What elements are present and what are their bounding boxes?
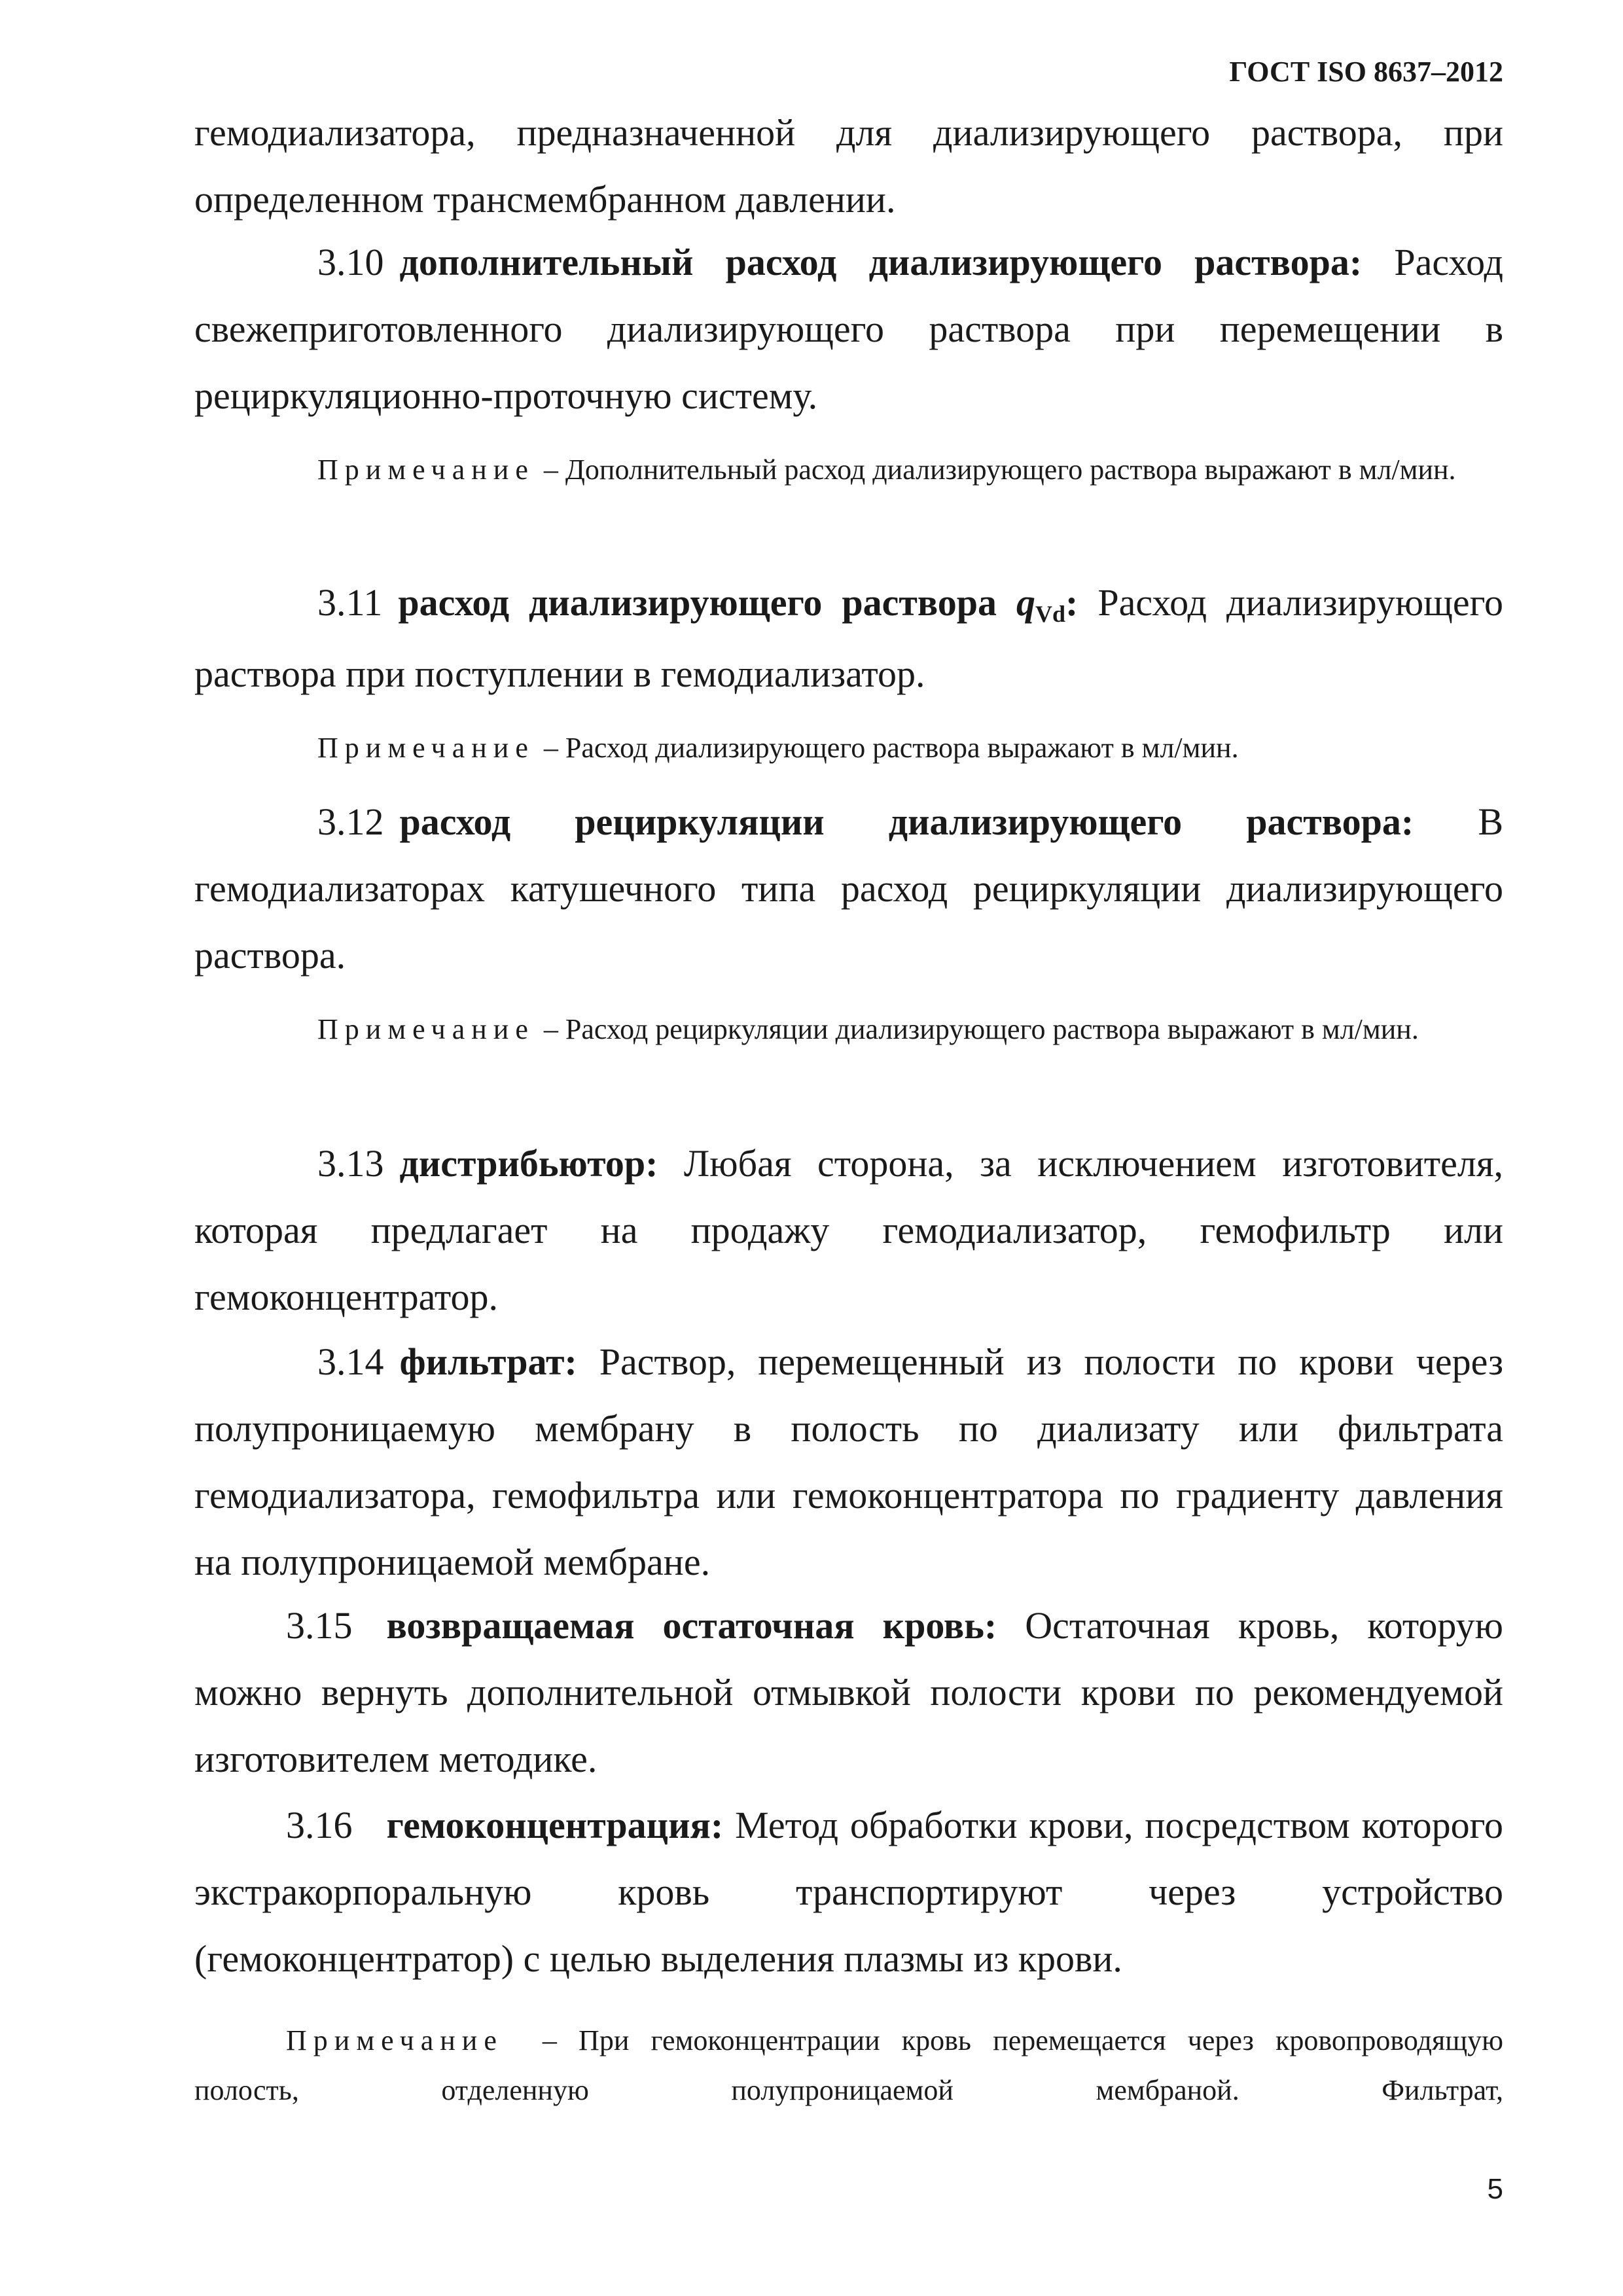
note-3-16 [194, 2016, 1503, 2115]
term-definition: Расход свежеприготовленного диализирующего раствора при перемещении в рециркуляционно-проточную систему. [194, 241, 1504, 417]
page-number: 5 [1487, 2173, 1503, 2205]
continuation-line-1: гемодиализатора, предназначенной для диализирующего раствора, при [194, 111, 1503, 154]
continuation-line-2: определенном трансмембранном давлении. [194, 178, 896, 221]
note-text: – Дополнительный расход диализирующего раствора выражают в мл/мин. [543, 454, 1456, 486]
term-3-13 [194, 1130, 1503, 1331]
term-title: возвращаемая остаточная кровь: [386, 1604, 997, 1647]
note-text: – При гемоконцентрации кровь перемещается через кровопроводящую полость, отделенную полупроницаемой мембраной. Фильтрат, [194, 2024, 1503, 2106]
term-number: 3.11 [317, 581, 383, 624]
note-3-12 [194, 1005, 1503, 1054]
term-number: 3.13 [317, 1142, 384, 1185]
note-text: – Расход рециркуляции диализирующего раствора выражают в мл/мин. [543, 1013, 1419, 1045]
term-3-11 [194, 569, 1503, 708]
term-3-16 [194, 1792, 1503, 1992]
note-text: – Расход диализирующего раствора выражают в мл/мин. [543, 732, 1239, 764]
term-3-12 [194, 789, 1503, 989]
note-3-10 [194, 445, 1503, 495]
note-label: Примечание [317, 454, 535, 486]
term-number: 3.14 [317, 1340, 384, 1383]
standard-code: ГОСТ ISO 8637–2012 [1229, 56, 1503, 88]
term-colon: : [1065, 581, 1079, 624]
term-number: 3.15 [286, 1604, 353, 1647]
term-title: фильтрат: [399, 1340, 577, 1383]
term-3-15 [194, 1592, 1503, 1793]
term-definition: Метод обработки крови, посредством которого экстракорпоральную кровь транспортируют через устройство (гемоконцентратор) с целью выделения плазмы из крови. [194, 1804, 1503, 1980]
term-definition: В гемодиализаторах катушечного типа расход рециркуляции диализирующего раствора. [194, 800, 1504, 977]
term-number: 3.12 [317, 800, 384, 843]
term-title: расход диализирующего раствора [398, 581, 1017, 624]
term-title: гемоконцентрация: [386, 1804, 724, 1846]
term-3-10 [194, 229, 1503, 429]
symbol-subscript: Vd [1035, 601, 1066, 627]
term-definition: Раствор, перемещенный из полости по крови через полупроницаемую мембрану в полость по диализату или фильтрата гемодиализатора, гемофильтра или гемоконцентратора по градиенту давления на полупроницаемой мембране. [194, 1340, 1504, 1583]
term-title: дополнительный расход диализирующего раствора: [399, 241, 1363, 283]
note-label: Примечание [286, 2024, 503, 2056]
note-label: Примечание [317, 732, 535, 764]
note-3-11 [194, 723, 1503, 773]
symbol-q: q [1016, 581, 1036, 624]
term-3-14 [194, 1329, 1503, 1596]
note-label: Примечание [317, 1013, 535, 1045]
term-definition: Остаточная кровь, которую можно вернуть дополнительной отмывкой полости крови по рекомендуемой изготовителем методике. [194, 1604, 1503, 1780]
term-number: 3.16 [286, 1804, 353, 1846]
term-definition: Любая сторона, за исключением изготовителя, которая предлагает на продажу гемодиализатор, гемофильтр или гемоконцентратор. [194, 1142, 1504, 1318]
term-title: расход рециркуляции диализирующего раствора: [399, 800, 1414, 843]
term-title: дистрибьютор: [399, 1142, 658, 1185]
term-number: 3.10 [317, 241, 384, 283]
term-definition: Расход диализирующего раствора при поступлении в гемодиализатор. [194, 581, 1503, 695]
